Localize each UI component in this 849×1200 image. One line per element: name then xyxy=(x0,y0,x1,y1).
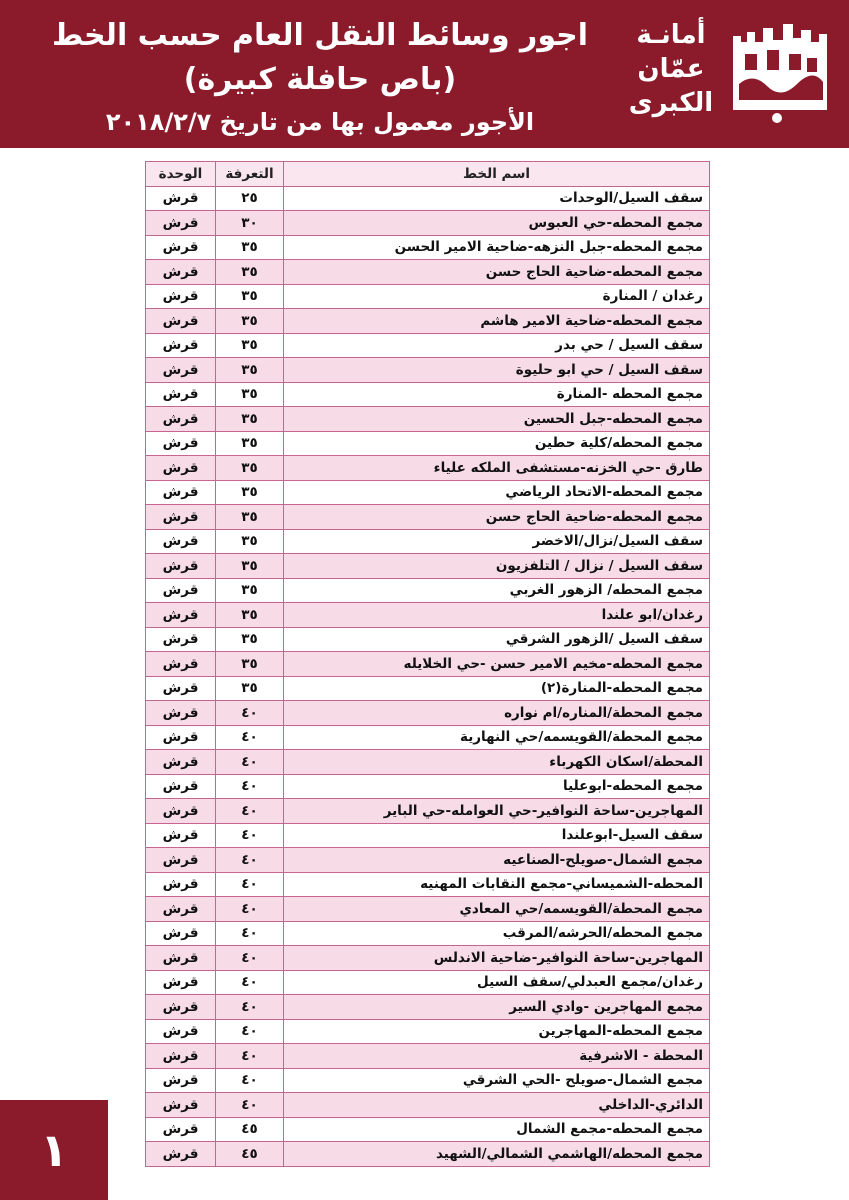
fare-cell: ٤٠ xyxy=(216,701,284,726)
route-cell: مجمع المحطه -المنارة xyxy=(284,382,710,407)
table-row xyxy=(146,1019,710,1044)
fare-cell: ٣٥ xyxy=(216,554,284,579)
unit-cell: قرش xyxy=(146,652,216,677)
route-cell: مجمع المحطه-ابوعليا xyxy=(284,774,710,799)
table-row xyxy=(146,676,710,701)
logo-line-1: أمانـة xyxy=(636,20,706,50)
route-cell: سقف السيل / نزال / التلفزيون xyxy=(284,554,710,579)
route-cell: طارق -حي الخزنه-مستشفى الملكه علياء xyxy=(284,456,710,481)
table-row xyxy=(146,382,710,407)
fare-cell: ٣٥ xyxy=(216,652,284,677)
unit-cell: قرش xyxy=(146,186,216,211)
unit-cell: قرش xyxy=(146,725,216,750)
route-cell: مجمع المحطه-ضاحية الحاج حسن xyxy=(284,505,710,530)
route-cell: مجمع المهاجرين -وادي السير xyxy=(284,995,710,1020)
fare-cell: ٣٥ xyxy=(216,627,284,652)
table-row xyxy=(146,284,710,309)
table-row xyxy=(146,480,710,505)
route-cell: مجمع المحطه-الاتحاد الرياضي xyxy=(284,480,710,505)
route-cell: المحطه-الشميساني-مجمع النقابات المهنيه xyxy=(284,872,710,897)
unit-cell: قرش xyxy=(146,480,216,505)
route-cell: سقف السيل / حي ابو حليوة xyxy=(284,358,710,383)
fare-cell: ٤٠ xyxy=(216,725,284,750)
unit-cell: قرش xyxy=(146,333,216,358)
fare-cell: ٣٥ xyxy=(216,309,284,334)
route-cell: مجمع المحطة/المناره/ام نواره xyxy=(284,701,710,726)
table-row xyxy=(146,970,710,995)
route-cell: سقف السيل-ابوعلندا xyxy=(284,823,710,848)
table-row xyxy=(146,554,710,579)
fare-cell: ٤٠ xyxy=(216,872,284,897)
route-cell: المحطة/اسكان الكهرباء xyxy=(284,750,710,775)
table-row xyxy=(146,921,710,946)
table-row xyxy=(146,235,710,260)
table-row xyxy=(146,1068,710,1093)
unit-cell: قرش xyxy=(146,897,216,922)
unit-cell: قرش xyxy=(146,676,216,701)
unit-cell: قرش xyxy=(146,823,216,848)
table-row xyxy=(146,823,710,848)
fare-cell: ٣٥ xyxy=(216,578,284,603)
page-number: ١ xyxy=(0,1100,108,1200)
fare-cell: ٤٥ xyxy=(216,1117,284,1142)
unit-cell: قرش xyxy=(146,995,216,1020)
unit-cell: قرش xyxy=(146,627,216,652)
route-cell: المحطة - الاشرفية xyxy=(284,1044,710,1069)
route-cell: رغدان / المنارة xyxy=(284,284,710,309)
table-row xyxy=(146,848,710,873)
table-row xyxy=(146,529,710,554)
fare-cell: ٣٥ xyxy=(216,260,284,285)
route-cell: مجمع المحطه-مخيم الامير حسن -حي الخلايله xyxy=(284,652,710,677)
route-cell: رغدان/ابو علندا xyxy=(284,603,710,628)
amman-emblem-icon xyxy=(727,14,831,126)
table-row xyxy=(146,799,710,824)
fare-cell: ٣٥ xyxy=(216,333,284,358)
unit-cell: قرش xyxy=(146,799,216,824)
route-cell: سقف السيل /الزهور الشرقي xyxy=(284,627,710,652)
route-cell: مجمع المحطه-جبل النزهه-ضاحية الامير الحسن xyxy=(284,235,710,260)
route-cell: سقف السيل/نزال/الاخضر xyxy=(284,529,710,554)
table-row xyxy=(146,1142,710,1167)
route-cell: مجمع المحطه-حي العبوس xyxy=(284,211,710,236)
table-row xyxy=(146,407,710,432)
fare-cell: ٣٥ xyxy=(216,235,284,260)
table-row xyxy=(146,603,710,628)
unit-cell: قرش xyxy=(146,578,216,603)
unit-cell: قرش xyxy=(146,235,216,260)
fare-cell: ٣٠ xyxy=(216,211,284,236)
route-cell: مجمع المحطه/كلية حطين xyxy=(284,431,710,456)
route-cell: المهاجرين-ساحة النوافير-ضاحية الاندلس xyxy=(284,946,710,971)
fare-cell: ٣٥ xyxy=(216,505,284,530)
fare-cell: ٤٠ xyxy=(216,848,284,873)
unit-cell: قرش xyxy=(146,1117,216,1142)
route-cell: مجمع المحطه/ الزهور الغربي xyxy=(284,578,710,603)
unit-cell: قرش xyxy=(146,1093,216,1118)
table-row xyxy=(146,1044,710,1069)
fare-cell: ٤٠ xyxy=(216,774,284,799)
route-cell: رغدان/مجمع العبدلي/سقف السيل xyxy=(284,970,710,995)
fare-cell: ٣٥ xyxy=(216,382,284,407)
route-cell: مجمع المحطه-ضاحية الامير هاشم xyxy=(284,309,710,334)
page-subtitle: (باص حافلة كبيرة) xyxy=(183,62,457,97)
unit-cell: قرش xyxy=(146,358,216,383)
fare-cell: ٣٥ xyxy=(216,358,284,383)
header-fare: التعرفة xyxy=(216,162,284,187)
route-cell: مجمع المحطة/القويسمه/حي النهارية xyxy=(284,725,710,750)
fare-cell: ٤٠ xyxy=(216,799,284,824)
unit-cell: قرش xyxy=(146,554,216,579)
route-cell: سقف السيل / حي بدر xyxy=(284,333,710,358)
fare-cell: ٣٥ xyxy=(216,480,284,505)
fare-cell: ٤٠ xyxy=(216,970,284,995)
fare-cell: ٣٥ xyxy=(216,529,284,554)
unit-cell: قرش xyxy=(146,970,216,995)
fare-cell: ٤٠ xyxy=(216,1019,284,1044)
fare-cell: ٤٠ xyxy=(216,750,284,775)
table-row xyxy=(146,505,710,530)
unit-cell: قرش xyxy=(146,260,216,285)
fare-cell: ٤٠ xyxy=(216,823,284,848)
fare-cell: ٣٥ xyxy=(216,456,284,481)
unit-cell: قرش xyxy=(146,284,216,309)
unit-cell: قرش xyxy=(146,921,216,946)
route-cell: الدائري-الداخلي xyxy=(284,1093,710,1118)
table-row xyxy=(146,456,710,481)
unit-cell: قرش xyxy=(146,1019,216,1044)
table-row xyxy=(146,897,710,922)
table-row xyxy=(146,652,710,677)
route-cell: مجمع المحطه-المنارة(٢) xyxy=(284,676,710,701)
unit-cell: قرش xyxy=(146,1068,216,1093)
table-row xyxy=(146,872,710,897)
unit-cell: قرش xyxy=(146,309,216,334)
fare-cell: ٤٠ xyxy=(216,921,284,946)
route-cell: مجمع المحطه-المهاجرين xyxy=(284,1019,710,1044)
route-cell: مجمع الشمال-صويلح-الصناعيه xyxy=(284,848,710,873)
amman-logo-text xyxy=(621,18,721,120)
fare-cell: ٣٥ xyxy=(216,407,284,432)
table-row xyxy=(146,946,710,971)
route-cell: مجمع المحطه-ضاحية الحاج حسن xyxy=(284,260,710,285)
table-row xyxy=(146,750,710,775)
table-row xyxy=(146,701,710,726)
fare-cell: ٤٠ xyxy=(216,946,284,971)
logo-line-3: الكبرى xyxy=(628,88,714,118)
unit-cell: قرش xyxy=(146,872,216,897)
table-header-row xyxy=(146,162,710,187)
route-cell: سقف السيل/الوحدات xyxy=(284,186,710,211)
route-cell: مجمع المحطة/القويسمه/حي المعادي xyxy=(284,897,710,922)
unit-cell: قرش xyxy=(146,603,216,628)
table-row xyxy=(146,774,710,799)
unit-cell: قرش xyxy=(146,774,216,799)
unit-cell: قرش xyxy=(146,211,216,236)
unit-cell: قرش xyxy=(146,946,216,971)
fare-cell: ٢٥ xyxy=(216,186,284,211)
unit-cell: قرش xyxy=(146,701,216,726)
header-route: اسم الخط xyxy=(284,162,710,187)
unit-cell: قرش xyxy=(146,382,216,407)
fares-table xyxy=(145,161,710,1167)
page-title: اجور وسائط النقل العام حسب الخط xyxy=(51,18,589,53)
table-row xyxy=(146,1117,710,1142)
fare-cell: ٤٠ xyxy=(216,897,284,922)
unit-cell: قرش xyxy=(146,505,216,530)
table-row xyxy=(146,260,710,285)
fare-cell: ٣٥ xyxy=(216,284,284,309)
unit-cell: قرش xyxy=(146,750,216,775)
table-row xyxy=(146,1093,710,1118)
fare-cell: ٤٠ xyxy=(216,995,284,1020)
table-row xyxy=(146,309,710,334)
fare-cell: ٣٥ xyxy=(216,431,284,456)
route-cell: مجمع المحطه/الحرشه/المرقب xyxy=(284,921,710,946)
table-row xyxy=(146,358,710,383)
table-row xyxy=(146,211,710,236)
unit-cell: قرش xyxy=(146,1142,216,1167)
unit-cell: قرش xyxy=(146,848,216,873)
fare-cell: ٤٠ xyxy=(216,1044,284,1069)
route-cell: المهاجرين-ساحة النوافير-حي العوامله-حي الباير xyxy=(284,799,710,824)
header-banner xyxy=(0,0,849,148)
table-row xyxy=(146,186,710,211)
unit-cell: قرش xyxy=(146,529,216,554)
unit-cell: قرش xyxy=(146,456,216,481)
fare-cell: ٣٥ xyxy=(216,676,284,701)
table-row xyxy=(146,995,710,1020)
table-row xyxy=(146,578,710,603)
table-row xyxy=(146,333,710,358)
route-cell: مجمع المحطه-مجمع الشمال xyxy=(284,1117,710,1142)
table-row xyxy=(146,431,710,456)
unit-cell: قرش xyxy=(146,407,216,432)
header-unit: الوحدة xyxy=(146,162,216,187)
unit-cell: قرش xyxy=(146,1044,216,1069)
effective-date: الأجور معمول بها من تاريخ ٢٠١٨/٢/٧ xyxy=(105,108,535,136)
unit-cell: قرش xyxy=(146,431,216,456)
fare-cell: ٤٥ xyxy=(216,1142,284,1167)
fare-cell: ٤٠ xyxy=(216,1093,284,1118)
table-row xyxy=(146,627,710,652)
logo-line-2: عمّان xyxy=(637,54,705,84)
route-cell: مجمع المحطه/الهاشمي الشمالي/الشهيد xyxy=(284,1142,710,1167)
fare-cell: ٣٥ xyxy=(216,603,284,628)
route-cell: مجمع الشمال-صويلح -الحي الشرقي xyxy=(284,1068,710,1093)
route-cell: مجمع المحطه-جبل الحسين xyxy=(284,407,710,432)
table-row xyxy=(146,725,710,750)
fare-cell: ٤٠ xyxy=(216,1068,284,1093)
